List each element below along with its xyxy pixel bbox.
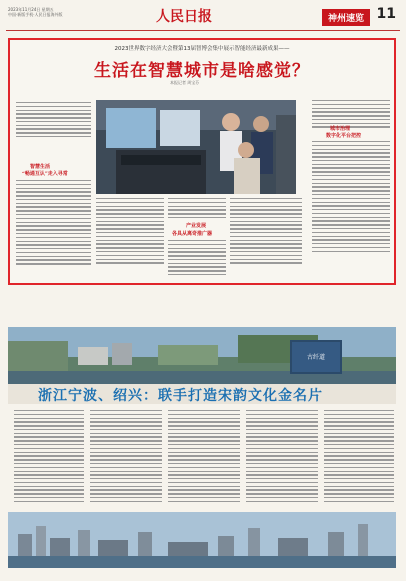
col3a-body	[168, 198, 226, 221]
story2-headline: 浙江宁波、绍兴：联手打造宋韵文化金名片	[38, 388, 323, 404]
subhead-1: 智慧生活	[30, 164, 51, 170]
issue-date	[8, 7, 63, 17]
col4-intro	[312, 100, 390, 130]
story2-bottom-photo	[8, 512, 396, 568]
s2-col5	[324, 410, 394, 505]
photo-skyline	[8, 512, 396, 568]
article-byline: 本报记者 周宝芬	[170, 80, 200, 85]
article-headline: 生活在智慧城市是啥感觉？	[94, 61, 310, 81]
story2-headline-band	[8, 384, 396, 404]
date-text: 2023年11月24日 星期五	[8, 7, 54, 12]
subhead-3b: 数字化平台把控	[326, 133, 362, 139]
s2-col2	[90, 410, 162, 505]
masthead	[6, 4, 400, 34]
s2-col3	[168, 410, 240, 505]
article-photo	[96, 100, 296, 194]
masthead-rule	[6, 30, 400, 31]
street-sign	[290, 340, 342, 374]
col3b-body	[168, 240, 226, 278]
photo-smart-display	[96, 100, 296, 194]
col3c-body	[230, 198, 302, 266]
s2-col4	[246, 410, 318, 505]
subhead-1b: “畅通互认”走入寻常	[22, 171, 68, 177]
sign-text: 古纤道	[306, 354, 325, 361]
col2-body	[96, 198, 164, 266]
page-label: 中国·新版手机·人民日报海外版	[8, 12, 63, 17]
section-badge: 神州速览	[322, 9, 370, 26]
subhead-2: 产业发展	[186, 223, 207, 229]
col4-body	[312, 141, 390, 254]
subhead-2b: 各具从离奇推广器	[172, 231, 213, 237]
col1-intro	[16, 102, 91, 140]
newspaper-logo: 人民日报	[156, 9, 212, 25]
page-number: 11	[376, 6, 396, 22]
subhead-3: 城市治理	[330, 126, 351, 132]
col1-body	[16, 180, 91, 267]
article-kicker: 2023世界数字经济大会暨第13届智博会集中展示智能经济最新成果——	[114, 46, 290, 52]
s2-col1	[14, 410, 84, 505]
